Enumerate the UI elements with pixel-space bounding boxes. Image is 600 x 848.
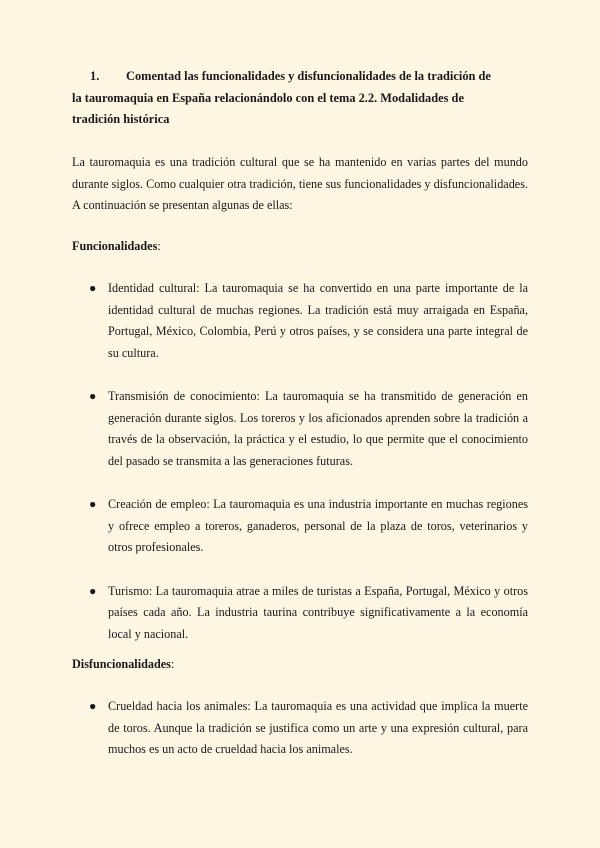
section-title-disfuncionalidades xyxy=(72,654,174,676)
list-item-text: Creación de empleo: La tauromaquia es una industria importante en muchas regiones y ofrece empleo a toreros, ganaderos, personal de la plaza de toros, veterinarios y otros profesionales. xyxy=(108,497,528,554)
bullet-icon: ● xyxy=(89,699,97,713)
list-item-text: Identidad cultural: La tauromaquia se ha convertido en una parte importante de la identidad cultural de muchas regiones. La tradición está muy arraigada en España, Portugal, México, Colombia, Perú y otros países, y se considera una parte integral de su cultura. xyxy=(108,281,528,360)
funcionalidades-list xyxy=(72,278,528,645)
bullet-icon: ● xyxy=(89,281,97,295)
list-item-text: Turismo: La tauromaquia atrae a miles de turistas a España, Portugal, México y otros países cada año. La industria taurina contribuye significativamente a la economía local y nacional. xyxy=(108,583,528,641)
disfuncionalidades-list xyxy=(72,696,528,761)
funcionalidades-colon: : xyxy=(157,239,161,253)
question-text: Comentad las funcionalidades y disfuncionalidades de la tradición de la tauromaquia en España relacionándolo con el tema 2.2. Modalidades de tradición histórica xyxy=(72,69,491,126)
section-title-funcionalidades xyxy=(72,236,161,258)
list-item xyxy=(72,696,528,761)
bullet-icon: ● xyxy=(89,497,97,511)
bullet-icon: ● xyxy=(89,583,97,598)
disfuncionalidades-colon: : xyxy=(170,657,175,671)
funcionalidades-title-text: Funcionalidades xyxy=(72,239,158,253)
question-number: 1. xyxy=(90,69,100,83)
list-item xyxy=(72,494,528,559)
list-item-text: Crueldad hacia los animales: La tauromaquia es una actividad que implica la muerte de toros. Aunque la tradición se justifica como un arte y una expresión cultural, para muchos es un acto de crueldad hacia los animales. xyxy=(108,699,528,756)
bullet-icon: ● xyxy=(89,389,97,403)
list-item xyxy=(72,386,528,472)
question-heading xyxy=(72,66,492,131)
list-item xyxy=(72,581,528,646)
list-item xyxy=(72,278,528,364)
list-item-text: Transmisión de conocimiento: La tauromaquia se ha transmitido de generación en generación durante siglos. Los toreros y los aficionados aprenden sobre la tradición a través de la observación, la práctica y el estudio, lo que permite que el conocimiento del pasado se transmita a las generaciones futuras. xyxy=(108,389,528,468)
intro-paragraph: La tauromaquia es una tradición cultural que se ha mantenido en varias partes del mundo durante siglos. Como cualquier otra tradición, tiene sus funcionalidades y disfuncionalidades. A continuación se presentan algunas de ellas: xyxy=(72,155,528,212)
disfuncionalidades-title-text: Disfuncionalidades xyxy=(72,657,171,671)
